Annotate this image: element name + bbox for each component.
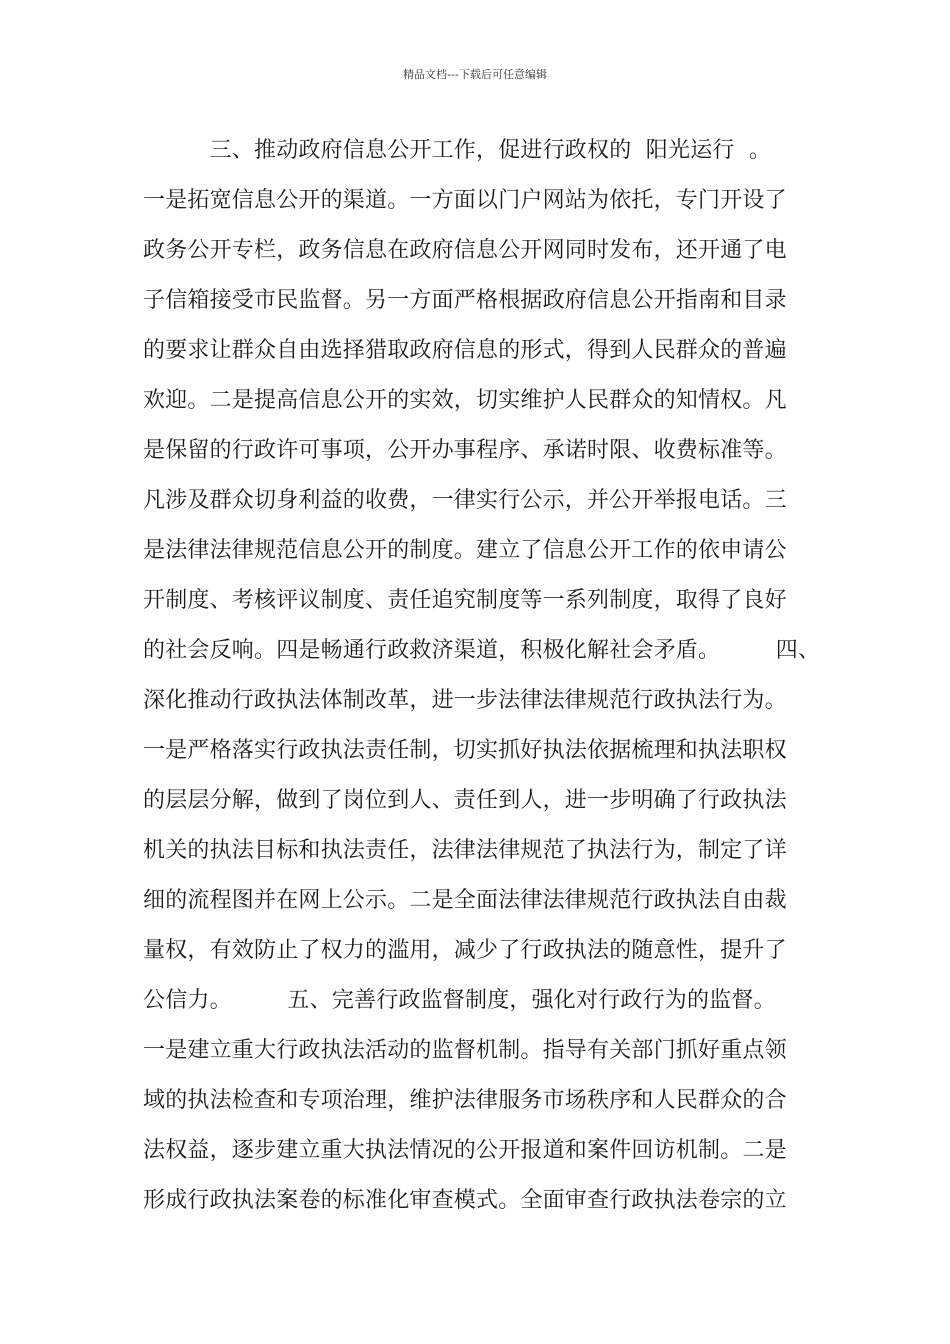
text-line: 凡涉及群众切身利益的收费，一律实行公示，并公开举报电话。三 xyxy=(143,488,787,513)
text-line: 政务公开专栏，政务信息在政府信息公开网同时发布，还开通了电 xyxy=(143,238,787,263)
text-line: 量权，有效防止了权力的滥用，减少了行政执法的随意性，提升了 xyxy=(143,938,787,963)
text-line: 的社会反响。四是畅通行政救济渠道，积极化解社会矛盾。 四、 xyxy=(143,638,821,663)
text-line: 的要求让群众自由选择猎取政府信息的形式，得到人民群众的普遍 xyxy=(143,338,787,363)
text-line: 子信箱接受市民监督。另一方面严格根据政府信息公开指南和目录 xyxy=(143,288,787,313)
text-line: 欢迎。二是提高信息公开的实效，切实维护人民群众的知情权。凡 xyxy=(143,388,787,413)
text-line: 一是建立重大行政执法活动的监督机制。指导有关部门抓好重点领 xyxy=(143,1038,787,1063)
text-line: 三、推动政府信息公开工作，促进行政权的 阳光运行 。 xyxy=(143,138,772,163)
text-line: 域的执法检查和专项治理，维护法律服务市场秩序和人民群众的合 xyxy=(143,1088,787,1113)
text-line: 法权益，逐步建立重大执法情况的公开报道和案件回访机制。二是 xyxy=(143,1138,787,1163)
text-line: 深化推动行政执法体制改革，进一步法律法律规范行政执法行为。 xyxy=(143,688,787,713)
text-line: 公信力。 五、完善行政监督制度，强化对行政行为的监督。 xyxy=(143,988,776,1013)
text-line: 是法律法律规范信息公开的制度。建立了信息公开工作的依申请公 xyxy=(143,538,787,563)
text-line: 细的流程图并在网上公示。二是全面法律法律规范行政执法自由裁 xyxy=(143,888,787,913)
text-line: 的层层分解，做到了岗位到人、责任到人，进一步明确了行政执法 xyxy=(143,788,787,813)
text-line: 形成行政执法案卷的标准化审查模式。全面审查行政执法卷宗的立 xyxy=(143,1188,787,1213)
text-line: 开制度、考核评议制度、责任追究制度等一系列制度，取得了良好 xyxy=(143,588,787,613)
page-header: 精品文档---下载后可任意编辑 xyxy=(403,68,547,81)
text-line: 一是拓宽信息公开的渠道。一方面以门户网站为依托，专门开设了 xyxy=(143,188,787,213)
text-line: 是保留的行政许可事项，公开办事程序、承诺时限、收费标准等。 xyxy=(143,438,787,463)
text-line: 机关的执法目标和执法责任，法律法律规范了执法行为，制定了详 xyxy=(143,838,787,863)
text-line: 一是严格落实行政执法责任制，切实抓好执法依据梳理和执法职权 xyxy=(143,738,787,763)
